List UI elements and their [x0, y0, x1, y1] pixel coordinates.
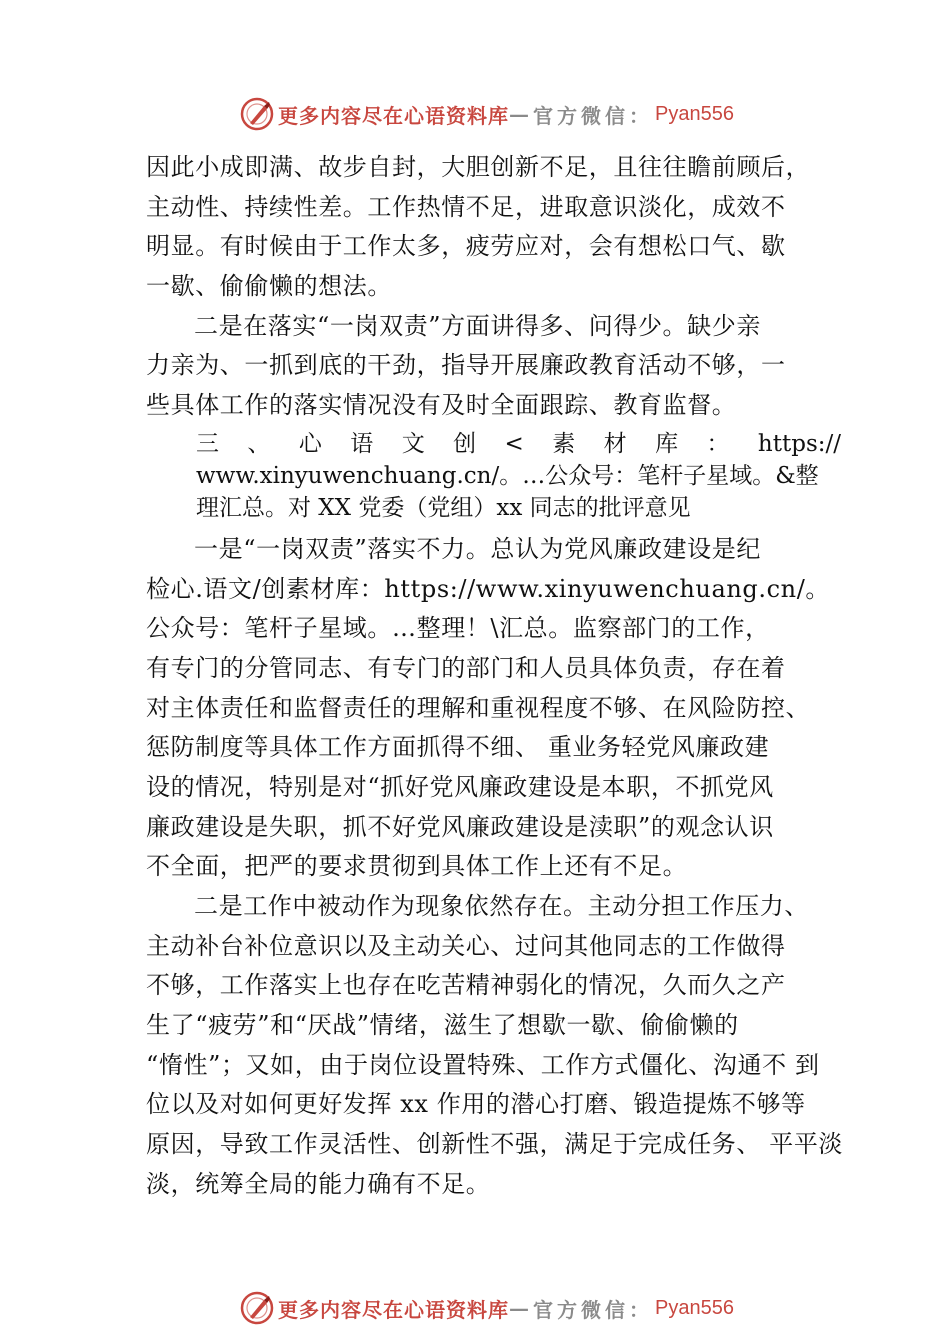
text-line: 因此小成即满、故步自封，大胆创新不足，且往往瞻前顾后，: [146, 153, 811, 181]
heading-char: <: [504, 430, 524, 457]
heading-char: 文: [401, 430, 425, 457]
section-heading: [196, 428, 841, 524]
banner-gray-text: 官方微信：: [533, 1297, 653, 1322]
heading-line: www.xinyuwenchuang.cn/。…公众号：笔杆子星域。&整: [196, 462, 819, 489]
heading-char: 心: [298, 430, 322, 457]
heading-char: 素: [552, 430, 576, 457]
banner-wechat-id: Pyan556: [655, 1296, 734, 1319]
text-line: 些具体工作的落实情况没有及时全面跟踪、教育监督。: [146, 391, 737, 420]
banner-wechat-id: Pyan556: [655, 102, 734, 125]
document-body: [146, 148, 844, 1205]
text-line: 生了“疲劳”和“厌战”情绪，滋生了想歇一歇、偷偷懒的: [146, 1011, 739, 1040]
text-line: 二是在落实“一岗双责”方面讲得多、问得少。缺少亲: [194, 311, 761, 340]
heading-char: 、: [247, 430, 271, 457]
banner-dash: —: [509, 102, 533, 126]
text-line: “惰性”；又如，由于岗位设置特殊、工作方式僵化、沟通不 到: [146, 1050, 820, 1079]
text-line: 有专门的分管同志、有专门的部门和人员具体负责，存在着: [146, 653, 786, 682]
footer-banner: [240, 1288, 734, 1328]
text-line: 淡，统筹全局的能力确有不足。: [146, 1169, 491, 1198]
quill-logo-icon: [240, 97, 274, 131]
quill-logo-icon: [240, 1291, 274, 1325]
heading-url-fragment: https://: [757, 430, 841, 457]
text-line: 惩防制度等具体工作方面抓得不细、 重业务轻党风廉政建: [146, 733, 770, 762]
text-line: 二是工作中被动作为现象依然存在。主动分担工作压力、: [194, 892, 809, 920]
heading-spread-line: [196, 428, 841, 460]
heading-char: 材: [603, 430, 627, 457]
paragraph: [146, 887, 844, 1205]
text-line: 检心.语文/创素材库：https://www.xinyuwenchuang.cn/。: [146, 574, 830, 603]
header-banner: [240, 94, 734, 134]
text-line: 一歇、偷偷懒的想法。: [146, 272, 392, 301]
banner-red-text: 更多内容尽在心语资料库: [278, 1297, 509, 1322]
text-line: 对主体责任和监督责任的理解和重视程度不够、在风险防控、: [146, 693, 811, 722]
text-line: 明显。有时候由于工作太多，疲劳应对，会有想松口气、歇: [146, 232, 786, 261]
text-line: 不够，工作落实上也存在吃苦精神弱化的情况，久而久之产: [146, 971, 786, 1000]
text-line: 力亲为、一抓到底的干劲，指导开展廉政教育活动不够，一: [146, 351, 786, 380]
banner-gray-text: 官方微信：: [533, 103, 653, 128]
text-line: 位以及对如何更好发挥 xx 作用的潜心打磨、锻造提炼不够等: [146, 1090, 806, 1119]
text-line: 设的情况，特别是对“抓好党风廉政建设是本职，不抓党风: [146, 772, 774, 801]
heading-char: 库: [655, 430, 679, 457]
text-line: 公众号：笔杆子星域。…整理！\汇总。监察部门的工作，: [146, 614, 770, 643]
paragraph: [146, 530, 836, 887]
paragraph: [146, 307, 836, 426]
text-line: 不全面，把严的要求贯彻到具体工作上还有不足。: [146, 852, 688, 881]
heading-char: 创: [453, 430, 477, 457]
heading-line: 理汇总。对 XX 党委（党组）xx 同志的批评意见: [196, 494, 691, 521]
text-line: 廉政建设是失职，抓不好党风廉政建设是渎职”的观念认识: [146, 812, 774, 841]
heading-char: 三: [196, 430, 219, 457]
heading-char: 语: [350, 430, 374, 457]
text-line: 原因，导致工作灵活性、创新性不强，满足于完成任务、 平平淡: [146, 1130, 844, 1159]
banner-dash: —: [509, 1296, 533, 1320]
text-line: 主动性、持续性差。工作热情不足，进取意识淡化，成效不: [146, 192, 786, 221]
text-line: 一是“一岗双责”落实不力。总认为党风廉政建设是纪: [194, 534, 761, 563]
text-line: 主动补台补位意识以及主动关心、过问其他同志的工作做得: [146, 931, 786, 960]
paragraph: [146, 148, 836, 307]
banner-red-text: 更多内容尽在心语资料库: [278, 103, 509, 128]
heading-char: ：: [706, 430, 730, 457]
